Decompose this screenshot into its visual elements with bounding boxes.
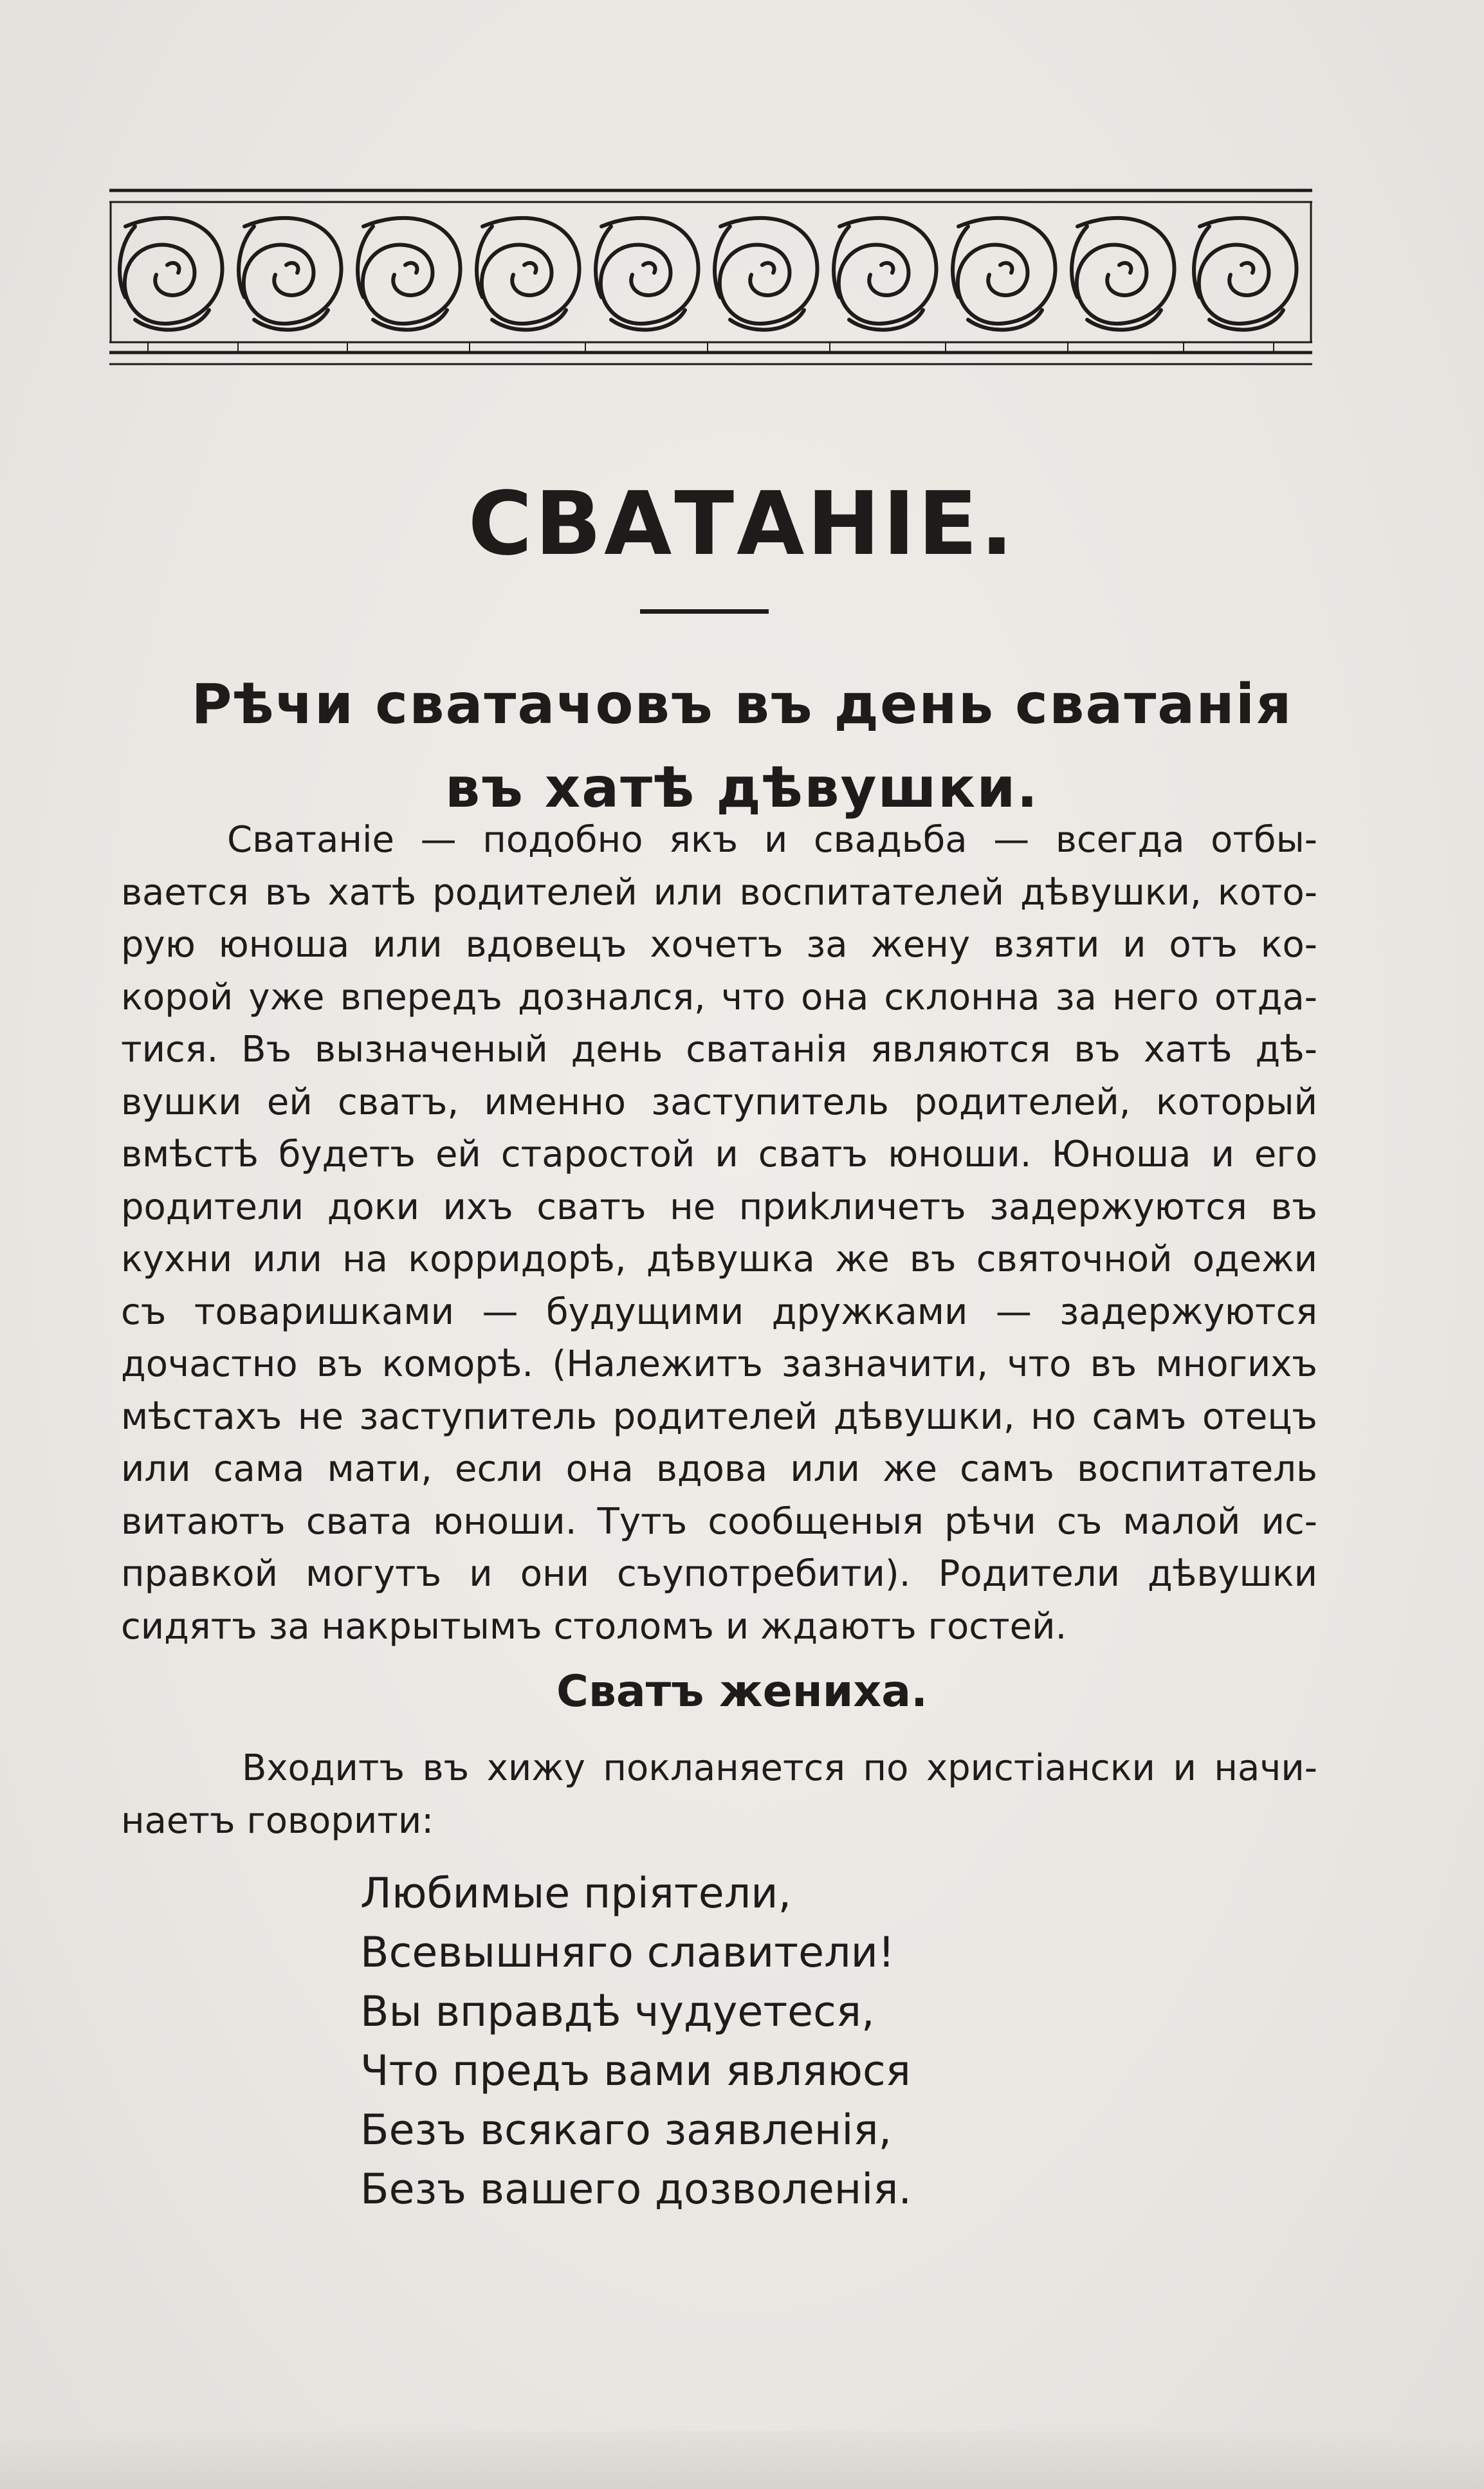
verse-block [360,1864,911,2219]
subtitle-line: Рѣчи сватачовъ въ день сватанія [191,672,1293,737]
title-divider [640,609,769,614]
paragraph-line: витаютъ свата юноши. Тутъ сообщеныя рѣчи съ малой ис- [121,1500,1317,1543]
paragraph-line: кухни или на корридорѣ, дѣвушка же въ святочной одежи [121,1238,1317,1280]
paragraph-line: Входитъ въ хижу покланяется по христіански и начи- [242,1747,1317,1789]
ornamental-header-band [109,188,1312,369]
section-subtitle [0,663,1484,830]
paragraph-line: наетъ говорити: [121,1800,434,1842]
page-bottom-edge [0,2431,1484,2489]
paragraph-line: или сама мати, если она вдова или же самъ воспитатель [121,1448,1317,1490]
paragraph-line: вмѣстѣ будетъ ей старостой и сватъ юноши. Юноша и его [121,1134,1317,1175]
paragraph-line: рую юноша или вдовецъ хочетъ за жену взяти и отъ ко- [121,924,1317,966]
paragraph-line: дочастно въ коморѣ. (Належитъ зазначити, что въ многихъ [121,1343,1317,1385]
verse-line: Что предъ вами являюся [360,2047,911,2095]
verse-line: Безъ всякаго заявленія, [360,2106,892,2154]
paragraph-line: правкой могутъ и они съупотребити). Родители дѣвушки [121,1553,1317,1595]
paragraph-line: вается въ хатѣ родителей или воспитателей дѣвушки, кото- [121,871,1317,914]
page-title: СВАТАНІЕ. [468,473,1016,575]
paragraph-line: сидятъ за накрытымъ столомъ и ждаютъ гостей. [121,1605,1067,1648]
paragraph-line: корой уже впередъ дознался, что она склонна за него отда- [121,976,1317,1018]
speaker-heading: Сватъ жениха. [556,1666,928,1717]
verse-line: Безъ вашего дозволенія. [360,2165,912,2214]
verse-line: Вы вправдѣ чудуетеся, [360,1988,875,2036]
verse-line: Всевышняго славители! [360,1929,895,1977]
body-paragraph [121,814,1317,1653]
paragraph-line: родители доки ихъ сватъ не приkличетъ задержуются въ [121,1186,1317,1228]
subtitle-line: въ хатѣ дѣвушки. [444,756,1040,820]
intro-paragraph [121,1742,1317,1848]
rose-ornament-icon [109,188,1312,369]
paragraph-line: вушки ей сватъ, именно заступитель родителей, который [121,1081,1317,1123]
paragraph-line: тися. Въ вызначеный день сватанія являются въ хатѣ дѣ- [121,1029,1317,1070]
paragraph-line: съ товаришками — будущими дружками — задержуются [121,1290,1317,1333]
paragraph-line: Сватаніе — подобно якъ и свадьба — всегда отбы- [227,819,1317,861]
paragraph-line: мѣстахъ не заступитель родителей дѣвушки, но самъ отецъ [121,1395,1317,1438]
verse-line: Любимые пріятели, [360,1869,792,1918]
